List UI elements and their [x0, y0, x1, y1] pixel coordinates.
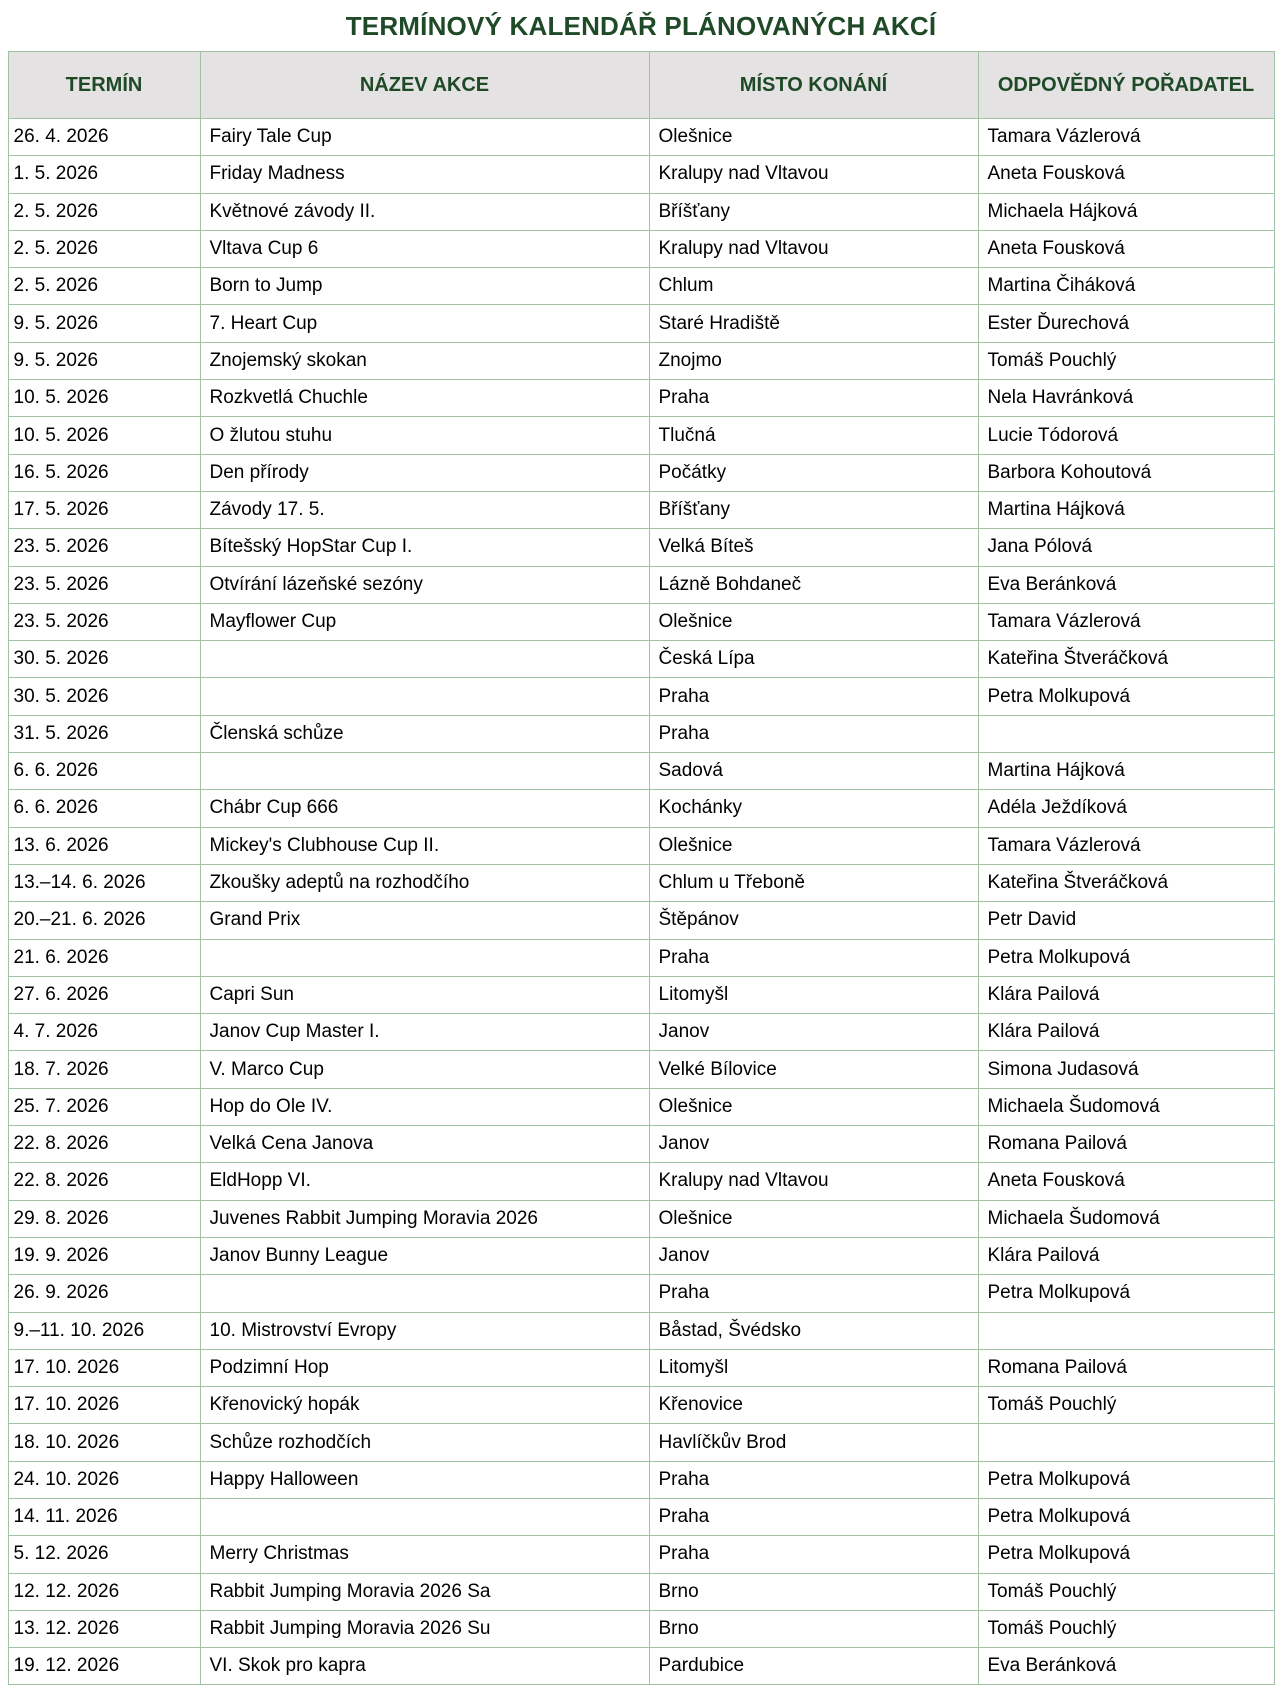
table-cell-poradatel: Petra Molkupová	[978, 678, 1274, 715]
table-row	[8, 715, 1274, 752]
table-cell-poradatel: Adéla Ježdíková	[978, 790, 1274, 827]
table-cell-nazev-akce: Zkoušky adeptů na rozhodčího	[200, 864, 649, 901]
table-cell-termin: 22. 8. 2026	[8, 1126, 200, 1163]
table-cell-nazev-akce: VI. Skok pro kapra	[200, 1648, 649, 1685]
table-cell-termin: 13. 12. 2026	[8, 1610, 200, 1647]
table-cell-termin: 17. 5. 2026	[8, 491, 200, 528]
table-cell-misto-konani: Janov	[649, 1014, 978, 1051]
table-cell-poradatel: Tamara Vázlerová	[978, 827, 1274, 864]
table-cell-termin: 2. 5. 2026	[8, 268, 200, 305]
table-cell-nazev-akce	[200, 641, 649, 678]
table-cell-nazev-akce: Chábr Cup 666	[200, 790, 649, 827]
table-cell-poradatel: Aneta Fousková	[978, 156, 1274, 193]
table-row	[8, 1275, 1274, 1312]
table-cell-misto-konani: Bříšťany	[649, 193, 978, 230]
table-row	[8, 380, 1274, 417]
table-cell-poradatel: Petra Molkupová	[978, 939, 1274, 976]
table-cell-nazev-akce: Janov Bunny League	[200, 1237, 649, 1274]
page-title: TERMÍNOVÝ KALENDÁŘ PLÁNOVANÝCH AKCÍ	[345, 11, 937, 41]
table-cell-poradatel: Simona Judasová	[978, 1051, 1274, 1088]
table-cell-nazev-akce: Happy Halloween	[200, 1461, 649, 1498]
table-row	[8, 753, 1274, 790]
table-cell-poradatel: Petra Molkupová	[978, 1498, 1274, 1535]
table-cell-termin: 6. 6. 2026	[8, 790, 200, 827]
table-cell-poradatel: Tamara Vázlerová	[978, 119, 1274, 156]
table-cell-misto-konani: Lázně Bohdaneč	[649, 566, 978, 603]
table-cell-misto-konani: Olešnice	[649, 1200, 978, 1237]
table-cell-misto-konani: Kochánky	[649, 790, 978, 827]
table-cell-poradatel: Kateřina Štveráčková	[978, 641, 1274, 678]
table-cell-poradatel: Ester Ďurechová	[978, 305, 1274, 342]
table-row	[8, 641, 1274, 678]
table-cell-misto-konani: Chlum u Třeboně	[649, 864, 978, 901]
table-cell-termin: 2. 5. 2026	[8, 193, 200, 230]
table-cell-termin: 10. 5. 2026	[8, 380, 200, 417]
table-cell-poradatel: Martina Hájková	[978, 753, 1274, 790]
table-cell-termin: 17. 10. 2026	[8, 1349, 200, 1386]
table-cell-misto-konani: Křenovice	[649, 1387, 978, 1424]
table-cell-poradatel: Martina Hájková	[978, 491, 1274, 528]
table-cell-nazev-akce: Podzimní Hop	[200, 1349, 649, 1386]
table-cell-misto-konani: Pardubice	[649, 1648, 978, 1685]
table-cell-nazev-akce: Křenovický hopák	[200, 1387, 649, 1424]
table-cell-termin: 24. 10. 2026	[8, 1461, 200, 1498]
table-cell-termin: 19. 12. 2026	[8, 1648, 200, 1685]
table-cell-misto-konani: Chlum	[649, 268, 978, 305]
table-cell-misto-konani: Olešnice	[649, 1088, 978, 1125]
table-cell-nazev-akce: Grand Prix	[200, 902, 649, 939]
table-cell-termin: 1. 5. 2026	[8, 156, 200, 193]
table-cell-misto-konani: Velké Bílovice	[649, 1051, 978, 1088]
table-cell-termin: 17. 10. 2026	[8, 1387, 200, 1424]
table-cell-poradatel: Tomáš Pouchlý	[978, 1387, 1274, 1424]
table-cell-poradatel	[978, 1424, 1274, 1461]
table-cell-nazev-akce: Born to Jump	[200, 268, 649, 305]
table-cell-termin: 30. 5. 2026	[8, 678, 200, 715]
table-cell-poradatel: Eva Beránková	[978, 566, 1274, 603]
table-cell-termin: 23. 5. 2026	[8, 529, 200, 566]
table-cell-misto-konani: Janov	[649, 1237, 978, 1274]
table-cell-nazev-akce: Mickey's Clubhouse Cup II.	[200, 827, 649, 864]
table-row	[8, 230, 1274, 267]
table-cell-poradatel: Petra Molkupová	[978, 1536, 1274, 1573]
table-cell-termin: 22. 8. 2026	[8, 1163, 200, 1200]
table-cell-poradatel: Petra Molkupová	[978, 1461, 1274, 1498]
table-row	[8, 1051, 1274, 1088]
table-row	[8, 603, 1274, 640]
table-cell-nazev-akce: O žlutou stuhu	[200, 417, 649, 454]
table-row	[8, 1387, 1274, 1424]
table-cell-termin: 20.–21. 6. 2026	[8, 902, 200, 939]
table-row	[8, 1536, 1274, 1573]
table-cell-poradatel: Michaela Šudomová	[978, 1088, 1274, 1125]
table-row	[8, 454, 1274, 491]
table-cell-misto-konani: Staré Hradiště	[649, 305, 978, 342]
table-row	[8, 1126, 1274, 1163]
table-cell-poradatel: Aneta Fousková	[978, 230, 1274, 267]
table-cell-nazev-akce: Schůze rozhodčích	[200, 1424, 649, 1461]
table-cell-nazev-akce: Znojemský skokan	[200, 342, 649, 379]
table-cell-termin: 30. 5. 2026	[8, 641, 200, 678]
table-cell-nazev-akce: Rabbit Jumping Moravia 2026 Sa	[200, 1573, 649, 1610]
table-cell-nazev-akce: EldHopp VI.	[200, 1163, 649, 1200]
table-cell-nazev-akce: Friday Madness	[200, 156, 649, 193]
table-cell-termin: 25. 7. 2026	[8, 1088, 200, 1125]
table-cell-misto-konani: Havlíčkův Brod	[649, 1424, 978, 1461]
table-row	[8, 119, 1274, 156]
table-cell-nazev-akce: Juvenes Rabbit Jumping Moravia 2026	[200, 1200, 649, 1237]
table-cell-nazev-akce: Merry Christmas	[200, 1536, 649, 1573]
table-row	[8, 939, 1274, 976]
table-cell-poradatel: Klára Pailová	[978, 1014, 1274, 1051]
table-cell-termin: 29. 8. 2026	[8, 1200, 200, 1237]
table-cell-poradatel	[978, 715, 1274, 752]
table-cell-nazev-akce	[200, 678, 649, 715]
table-cell-misto-konani: Brno	[649, 1573, 978, 1610]
table-cell-misto-konani: Praha	[649, 1498, 978, 1535]
table-cell-poradatel	[978, 1312, 1274, 1349]
table-cell-misto-konani: Praha	[649, 380, 978, 417]
table-cell-misto-konani: Båstad, Švédsko	[649, 1312, 978, 1349]
table-cell-termin: 12. 12. 2026	[8, 1573, 200, 1610]
table-cell-nazev-akce: Závody 17. 5.	[200, 491, 649, 528]
table-cell-poradatel: Petra Molkupová	[978, 1275, 1274, 1312]
table-cell-nazev-akce: Otvírání lázeňské sezóny	[200, 566, 649, 603]
table-cell-termin: 13. 6. 2026	[8, 827, 200, 864]
table-row	[8, 1349, 1274, 1386]
table-cell-poradatel: Tomáš Pouchlý	[978, 1610, 1274, 1647]
table-row	[8, 1498, 1274, 1535]
table-row	[8, 1200, 1274, 1237]
table-cell-misto-konani: Olešnice	[649, 827, 978, 864]
table-cell-nazev-akce: Velká Cena Janova	[200, 1126, 649, 1163]
table-row	[8, 491, 1274, 528]
table-row	[8, 1424, 1274, 1461]
table-row	[8, 864, 1274, 901]
table-cell-poradatel: Romana Pailová	[978, 1126, 1274, 1163]
table-cell-nazev-akce	[200, 939, 649, 976]
table-cell-misto-konani: Praha	[649, 1536, 978, 1573]
table-cell-termin: 5. 12. 2026	[8, 1536, 200, 1573]
table-cell-nazev-akce: Fairy Tale Cup	[200, 119, 649, 156]
table-cell-misto-konani: Kralupy nad Vltavou	[649, 1163, 978, 1200]
table-row	[8, 342, 1274, 379]
table-row	[8, 1648, 1274, 1685]
table-cell-nazev-akce: V. Marco Cup	[200, 1051, 649, 1088]
table-cell-misto-konani: Olešnice	[649, 603, 978, 640]
table-row	[8, 827, 1274, 864]
table-row	[8, 417, 1274, 454]
table-cell-misto-konani: Litomyšl	[649, 976, 978, 1013]
column-header-misto-konani: MÍSTO KONÁNÍ	[649, 52, 978, 119]
table-cell-poradatel: Michaela Šudomová	[978, 1200, 1274, 1237]
table-cell-nazev-akce: 7. Heart Cup	[200, 305, 649, 342]
table-cell-nazev-akce	[200, 1498, 649, 1535]
table-body	[8, 119, 1274, 1685]
table-cell-nazev-akce: Rabbit Jumping Moravia 2026 Su	[200, 1610, 649, 1647]
table-cell-nazev-akce	[200, 753, 649, 790]
table-cell-termin: 2. 5. 2026	[8, 230, 200, 267]
table-cell-poradatel: Tamara Vázlerová	[978, 603, 1274, 640]
table-cell-misto-konani: Sadová	[649, 753, 978, 790]
table-cell-termin: 23. 5. 2026	[8, 566, 200, 603]
table-row	[8, 1014, 1274, 1051]
table-row	[8, 268, 1274, 305]
table-cell-termin: 10. 5. 2026	[8, 417, 200, 454]
table-cell-misto-konani: Olešnice	[649, 119, 978, 156]
column-header-odpovedny-poradatel: ODPOVĚDNÝ POŘADATEL	[978, 52, 1274, 119]
table-row	[8, 1088, 1274, 1125]
table-cell-termin: 9.–11. 10. 2026	[8, 1312, 200, 1349]
table-row	[8, 1163, 1274, 1200]
table-cell-nazev-akce: Vltava Cup 6	[200, 230, 649, 267]
table-cell-termin: 9. 5. 2026	[8, 305, 200, 342]
table-cell-nazev-akce: Květnové závody II.	[200, 193, 649, 230]
table-row	[8, 1461, 1274, 1498]
table-cell-misto-konani: Štěpánov	[649, 902, 978, 939]
table-cell-nazev-akce: Členská schůze	[200, 715, 649, 752]
table-row	[8, 902, 1274, 939]
table-cell-poradatel: Klára Pailová	[978, 1237, 1274, 1274]
table-cell-termin: 27. 6. 2026	[8, 976, 200, 1013]
table-row	[8, 156, 1274, 193]
table-row	[8, 1610, 1274, 1647]
table-cell-poradatel: Tomáš Pouchlý	[978, 1573, 1274, 1610]
table-cell-termin: 18. 10. 2026	[8, 1424, 200, 1461]
table-cell-nazev-akce: 10. Mistrovství Evropy	[200, 1312, 649, 1349]
table-cell-poradatel: Tomáš Pouchlý	[978, 342, 1274, 379]
table-cell-misto-konani: Praha	[649, 1275, 978, 1312]
table-cell-poradatel: Michaela Hájková	[978, 193, 1274, 230]
table-cell-misto-konani: Litomyšl	[649, 1349, 978, 1386]
table-cell-termin: 31. 5. 2026	[8, 715, 200, 752]
table-cell-termin: 19. 9. 2026	[8, 1237, 200, 1274]
events-table	[8, 51, 1275, 1685]
header-row	[8, 52, 1274, 119]
table-cell-poradatel: Kateřina Štveráčková	[978, 864, 1274, 901]
table-cell-termin: 6. 6. 2026	[8, 753, 200, 790]
table-cell-poradatel: Petr David	[978, 902, 1274, 939]
table-cell-misto-konani: Kralupy nad Vltavou	[649, 156, 978, 193]
table-cell-poradatel: Aneta Fousková	[978, 1163, 1274, 1200]
table-cell-nazev-akce: Hop do Ole IV.	[200, 1088, 649, 1125]
table-cell-misto-konani: Praha	[649, 715, 978, 752]
table-cell-nazev-akce: Rozkvetlá Chuchle	[200, 380, 649, 417]
table-cell-nazev-akce	[200, 1275, 649, 1312]
table-cell-poradatel: Barbora Kohoutová	[978, 454, 1274, 491]
table-row	[8, 193, 1274, 230]
table-cell-termin: 16. 5. 2026	[8, 454, 200, 491]
table-cell-misto-konani: Brno	[649, 1610, 978, 1647]
table-cell-misto-konani: Česká Lípa	[649, 641, 978, 678]
table-cell-termin: 26. 9. 2026	[8, 1275, 200, 1312]
table-row	[8, 1312, 1274, 1349]
table-cell-termin: 21. 6. 2026	[8, 939, 200, 976]
table-cell-poradatel: Jana Pólová	[978, 529, 1274, 566]
table-cell-poradatel: Eva Beránková	[978, 1648, 1274, 1685]
table-cell-termin: 23. 5. 2026	[8, 603, 200, 640]
table-cell-misto-konani: Praha	[649, 939, 978, 976]
table-cell-poradatel: Lucie Tódorová	[978, 417, 1274, 454]
table-row	[8, 529, 1274, 566]
table-cell-misto-konani: Velká Bíteš	[649, 529, 978, 566]
table-cell-termin: 14. 11. 2026	[8, 1498, 200, 1535]
table-cell-misto-konani: Praha	[649, 678, 978, 715]
table-cell-termin: 26. 4. 2026	[8, 119, 200, 156]
table-cell-misto-konani: Bříšťany	[649, 491, 978, 528]
table-row	[8, 790, 1274, 827]
table-cell-nazev-akce: Mayflower Cup	[200, 603, 649, 640]
table-cell-misto-konani: Kralupy nad Vltavou	[649, 230, 978, 267]
table-cell-termin: 18. 7. 2026	[8, 1051, 200, 1088]
table-cell-misto-konani: Znojmo	[649, 342, 978, 379]
table-row	[8, 305, 1274, 342]
column-header-nazev-akce: NÁZEV AKCE	[200, 52, 649, 119]
table-cell-nazev-akce: Capri Sun	[200, 976, 649, 1013]
table-cell-poradatel: Martina Čiháková	[978, 268, 1274, 305]
table-row	[8, 1573, 1274, 1610]
table-row	[8, 566, 1274, 603]
table-cell-misto-konani: Tlučná	[649, 417, 978, 454]
table-row	[8, 976, 1274, 1013]
table-cell-poradatel: Nela Havránková	[978, 380, 1274, 417]
table-cell-misto-konani: Počátky	[649, 454, 978, 491]
table-cell-misto-konani: Praha	[649, 1461, 978, 1498]
table-row	[8, 1237, 1274, 1274]
table-cell-nazev-akce: Den přírody	[200, 454, 649, 491]
table-cell-poradatel: Klára Pailová	[978, 976, 1274, 1013]
table-cell-poradatel: Romana Pailová	[978, 1349, 1274, 1386]
table-cell-termin: 9. 5. 2026	[8, 342, 200, 379]
table-cell-nazev-akce: Janov Cup Master I.	[200, 1014, 649, 1051]
table-cell-nazev-akce: Bítešský HopStar Cup I.	[200, 529, 649, 566]
table-cell-misto-konani: Janov	[649, 1126, 978, 1163]
table-cell-termin: 4. 7. 2026	[8, 1014, 200, 1051]
table-row	[8, 678, 1274, 715]
column-header-termin: TERMÍN	[8, 52, 200, 119]
table-cell-termin: 13.–14. 6. 2026	[8, 864, 200, 901]
